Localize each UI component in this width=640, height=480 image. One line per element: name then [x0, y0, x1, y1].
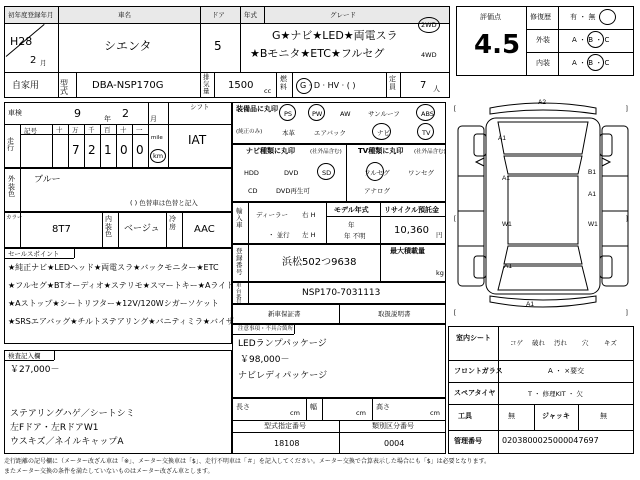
damage-label: A1: [498, 135, 506, 142]
height-label: 高さ: [376, 403, 390, 411]
equip-ps: PS: [284, 110, 293, 118]
damage-label: A1: [502, 175, 510, 182]
svg-text:[: [: [454, 105, 456, 112]
era-year: H28: [10, 35, 33, 48]
manage-number-label: 管理番号: [454, 437, 482, 445]
damage-label: W1: [502, 221, 512, 228]
sales-point-line: ★純正ナビ★LEDヘッド★両電スラ★バックモニター★ETC: [8, 263, 219, 272]
damage-label: A1: [526, 301, 534, 308]
damage-label: B1: [588, 169, 596, 176]
notes-price: ￥27,000－: [10, 365, 60, 375]
svg-text:]: ]: [626, 105, 628, 112]
mileage-record-label: 記号: [24, 127, 37, 135]
mileage-digit: 1: [104, 143, 112, 157]
tv-label: TV種類に丸印: [358, 147, 404, 155]
jack: 無: [600, 412, 607, 420]
max-load-label: 最大積載量: [390, 247, 425, 255]
score-value: 4.5: [474, 30, 521, 60]
options-line: LEDランプパッケージ: [238, 339, 327, 349]
mileage-label: 走行: [7, 137, 14, 152]
capacity-label: 定員: [389, 75, 396, 91]
model-year-label: モデル年式: [334, 206, 369, 214]
tv-analog: アナログ: [364, 187, 390, 195]
drive-2wd: 2WD: [421, 21, 437, 29]
import-left: 左 H: [302, 231, 316, 239]
damage-label: A2: [538, 99, 546, 106]
chassis-number: NSP170-7031113: [302, 288, 381, 298]
auction-sheet: 初年度登録年月 車名 ドア 年式 グレード H28 2 月 シエンタ 5 G★ナビ★LED★両電スラ ★Bモニタ★ETC★フルセグ 2WD 4WD 自家用 型式 DBA-NSP170G 排気量 1500 cc 燃料 G · D · HV · ( ) 定員 7 人 評価点 4.5 修復歴 有 ・ 無 外装 A ・ B ・ C 内装 A ・ B ・ C 車検 9 年 2 月 シフト IAT 走行 記号 十 万 千 百 十 一 7 2 1 0 0 mile km 外装色 ブルー ( ) 色替車は色替と記入 カラー 8T7 内装色 ベージュ 冷房 AAC セールスポイント ★純正ナビ★LEDヘッド★両電スラ★バックモニター★ETC ★フルセグ★BTオーディオ★ステリモ★スマートキー★Aライト ★Aストップ★シートリフター★12V/120Wシガーソケット ★SRSエアバッグ★チルトステアリング★バニティミラ★バイザ 検査記入欄 ￥27,000－ ステアリングハゲ／シートシミ 左Fドア・左RドアW1 ウスキズ／ネイルキャップA 装備品に丸印 (純正のみ) PS PW AW サンルーフ ABS 本革 エアバック ナビ TV ナビ種類に丸印 (社外品含む) TV種類に丸印 (社外品含む) HDD DVD SD CD DVD再生可 フルセグ ワンセグ アナログ 輸入車 ディーラー ・ 並行 右 H 左 H モデル年式 年 年 不明 リサイクル預託金 10,360 円 登録番号 浜松502つ9638 最大積載量 kg 車台番号 NSP170-7031113 新車保証書 取扱説明書 注意事項・不具合箇所 LEDランプパッケージ ￥98,000－ ナビレディパッケージ 長さ cm 幅 cm 高さ cm 型式指定番号 類別区分番号 18108 0004 [ ] [ ] [ ] A2 A1 A1 W1 W1 B1 A1 A1 A1 室内シート コゲ 破れ 汚れ 穴 キズ フロントガラス A ・ ×要交 スペアタイヤ T ・ 修理KIT ・ 欠 工具 無 ジャッキ 無 管理番号 0203800025000047697 走行距離の記号欄に（メーター改ざん車は「※」、メーター交換車は「$」、走行不明車は「＃」を記入してください。メーター交換で合算表示した場合にも「$」は必要となります。 またメーター交換の条件を満たしていないものはメーター改ざん車とします。: [0, 0, 640, 480]
color-code: 8T7: [52, 224, 71, 235]
damage-label: W1: [588, 221, 598, 228]
damage-label: A1: [504, 263, 512, 270]
repair-selected-circle: [599, 9, 616, 25]
sales-point-line: ★SRSエアバッグ★チルトステアリング★バニティミラ★バイザ: [8, 317, 234, 326]
model: DBA-NSP170G: [92, 80, 164, 91]
manage-number: 0203800025000047697: [502, 436, 599, 445]
jack-label: ジャッキ: [542, 412, 570, 420]
front-glass: A ・ ×要交: [548, 367, 585, 375]
inspection-month: 2: [122, 107, 129, 120]
options-line: ナビレディパッケージ: [238, 371, 328, 381]
car-damage-diagram: [450, 96, 636, 320]
sales-point-line: ★フルセグ★BTオーディオ★ステリモ★スマートキー★Aライト: [8, 281, 235, 290]
equip-tv: TV: [422, 129, 431, 137]
equip-leather: 本革: [282, 129, 295, 137]
equip-pw: PW: [312, 110, 323, 118]
interior-sheet-label: 室内シート: [456, 334, 491, 342]
navi-label: ナビ種類に丸印: [246, 147, 295, 155]
inspection-label: 車検: [8, 109, 22, 117]
interior-option: 穴: [582, 339, 589, 347]
tv-fullseg: フルセグ: [364, 169, 390, 177]
interior-option: コゲ: [510, 339, 523, 347]
sales-point-line: ★Aストップ★シートリフター★12V/120Wシガーソケット: [8, 299, 219, 308]
interior-color-label: 内装色: [105, 215, 112, 239]
exterior-color: ブルー: [34, 175, 61, 185]
manual: 取扱説明書: [378, 310, 411, 318]
mileage-unit: km: [153, 152, 164, 160]
interior-option: 汚れ: [554, 339, 567, 347]
mileage-digit: 0: [120, 143, 128, 157]
car-name-label: 車名: [118, 11, 131, 19]
year-type-label: 年式: [244, 11, 257, 19]
equip-airbag: エアバック: [314, 129, 346, 137]
import-dealer: ディーラー: [256, 211, 288, 219]
sales-points-label: セールスポイント: [8, 250, 60, 258]
import-right: 右 H: [302, 211, 316, 219]
navi-hdd: HDD: [244, 169, 259, 177]
import-parallel: ・ 並行: [268, 231, 290, 239]
exterior-label: 外装: [536, 36, 550, 44]
score-label: 評価点: [480, 13, 501, 21]
shift-label: シフト: [190, 103, 210, 111]
notes-line: ウスキズ／ネイルキャップA: [10, 437, 124, 447]
fuel-options: G · D · HV · ( ): [300, 81, 356, 90]
reg-year-label: 初年度登録年月: [8, 11, 54, 19]
navi-dvd: DVD: [284, 169, 299, 177]
interior-selected-circle: [587, 54, 604, 71]
options-label: 注意事項・不具合箇所: [238, 326, 294, 332]
new-warranty: 新車保証書: [268, 310, 301, 318]
exterior-options: A ・ B ・ C: [572, 36, 610, 44]
notes-line: 左Fドア・左RドアW1: [10, 423, 99, 433]
drive-4wd: 4WD: [421, 51, 437, 59]
footer-note-2: またメーター交換の条件を満たしていないものはメーター改ざん車とします。: [4, 468, 214, 475]
exterior-selected-circle: [587, 31, 604, 48]
model-label: 型式: [60, 79, 68, 96]
mileage-digit: 0: [136, 143, 144, 157]
mileage-digit: 2: [88, 143, 96, 157]
color-code-label: カラー: [6, 215, 23, 221]
navi-sd: SD: [322, 169, 332, 177]
grade-line2: ★Bモニタ★ETC★フルセグ: [250, 47, 385, 60]
grade-label: グレード: [330, 11, 356, 19]
model-year-unknown: 年 不明: [344, 232, 366, 240]
spare-tire-label: スペアタイヤ: [454, 389, 496, 397]
spare-tire: T ・ 修理KIT ・ 欠: [528, 390, 583, 398]
tv-oneseg: ワンセグ: [408, 169, 434, 177]
svg-text:]: ]: [626, 215, 628, 222]
length-label: 長さ: [236, 403, 250, 411]
interior-label: 内装: [536, 59, 550, 67]
fuel-label: 燃料: [280, 75, 287, 91]
displacement: 1500: [228, 80, 254, 91]
chassis-label: 車台番号: [236, 283, 242, 307]
tools: 無: [508, 412, 515, 420]
interior-options: A ・ B ・ C: [572, 59, 610, 67]
navi-cd: CD: [248, 187, 258, 195]
exterior-color-label: 外装色: [8, 175, 15, 199]
equip-navi: ナビ: [377, 129, 390, 137]
footer-note-1: 走行距離の記号欄に（メーター改ざん車は「※」、メーター交換車は「$」、走行不明車は「＃」を記入してください。メーター交換で合算表示した場合にも「$」は必要となります。: [4, 458, 491, 465]
repair-label: 修復歴: [530, 13, 551, 21]
notes-label: 検査記入欄: [8, 352, 41, 360]
equip-abs: ABS: [421, 110, 434, 118]
equip-aw: AW: [340, 110, 351, 118]
interior-option: キズ: [604, 339, 617, 347]
equip-sunroof: サンルーフ: [368, 110, 400, 118]
ac: AAC: [194, 224, 215, 235]
recycle-label: リサイクル預託金: [384, 206, 440, 214]
import-label: 輸入車: [236, 207, 243, 230]
plate-label: 登録番号: [236, 247, 243, 277]
width-label: 幅: [310, 403, 317, 411]
door-label: ドア: [212, 11, 225, 19]
usage: 自家用: [12, 81, 40, 91]
capacity: 7: [420, 80, 427, 91]
interior-color: ベージュ: [124, 224, 160, 234]
car-name: シエンタ: [104, 39, 152, 53]
exterior-color-note: ( ) 色替車は色替と記入: [130, 199, 198, 207]
ac-label: 冷房: [169, 215, 176, 231]
equipment-label: 装備品に丸印: [236, 105, 278, 113]
shift: IAT: [188, 133, 207, 147]
interior-option: 破れ: [532, 339, 545, 347]
inspection-year: 9: [74, 107, 81, 120]
navi-dvd-play: DVD再生可: [276, 187, 310, 195]
notes-line: ステアリングハゲ／シートシミ: [10, 409, 135, 419]
svg-text:]: ]: [626, 309, 628, 316]
svg-text:[: [: [454, 215, 456, 222]
mileage-digit: 7: [72, 143, 80, 157]
tools-label: 工具: [458, 412, 472, 420]
type-cert-label: 型式指定番号: [264, 422, 306, 430]
svg-text:[: [: [454, 309, 456, 316]
class-number: 0004: [384, 439, 405, 448]
repair-options: 有 ・ 無: [570, 13, 596, 21]
recycle-amount: 10,360: [394, 225, 429, 236]
plate-number: 浜松502つ9638: [282, 257, 357, 268]
grade-line1: G★ナビ★LED★両電スラ: [272, 29, 398, 42]
damage-label: A1: [588, 191, 596, 198]
reg-month: 2: [30, 55, 37, 66]
type-cert: 18108: [274, 439, 300, 448]
front-glass-label: フロントガラス: [454, 367, 503, 375]
displacement-label: 排気量: [203, 73, 210, 96]
class-label: 類別区分番号: [372, 422, 414, 430]
doors: 5: [214, 39, 222, 53]
options-line: ￥98,000－: [240, 355, 290, 365]
